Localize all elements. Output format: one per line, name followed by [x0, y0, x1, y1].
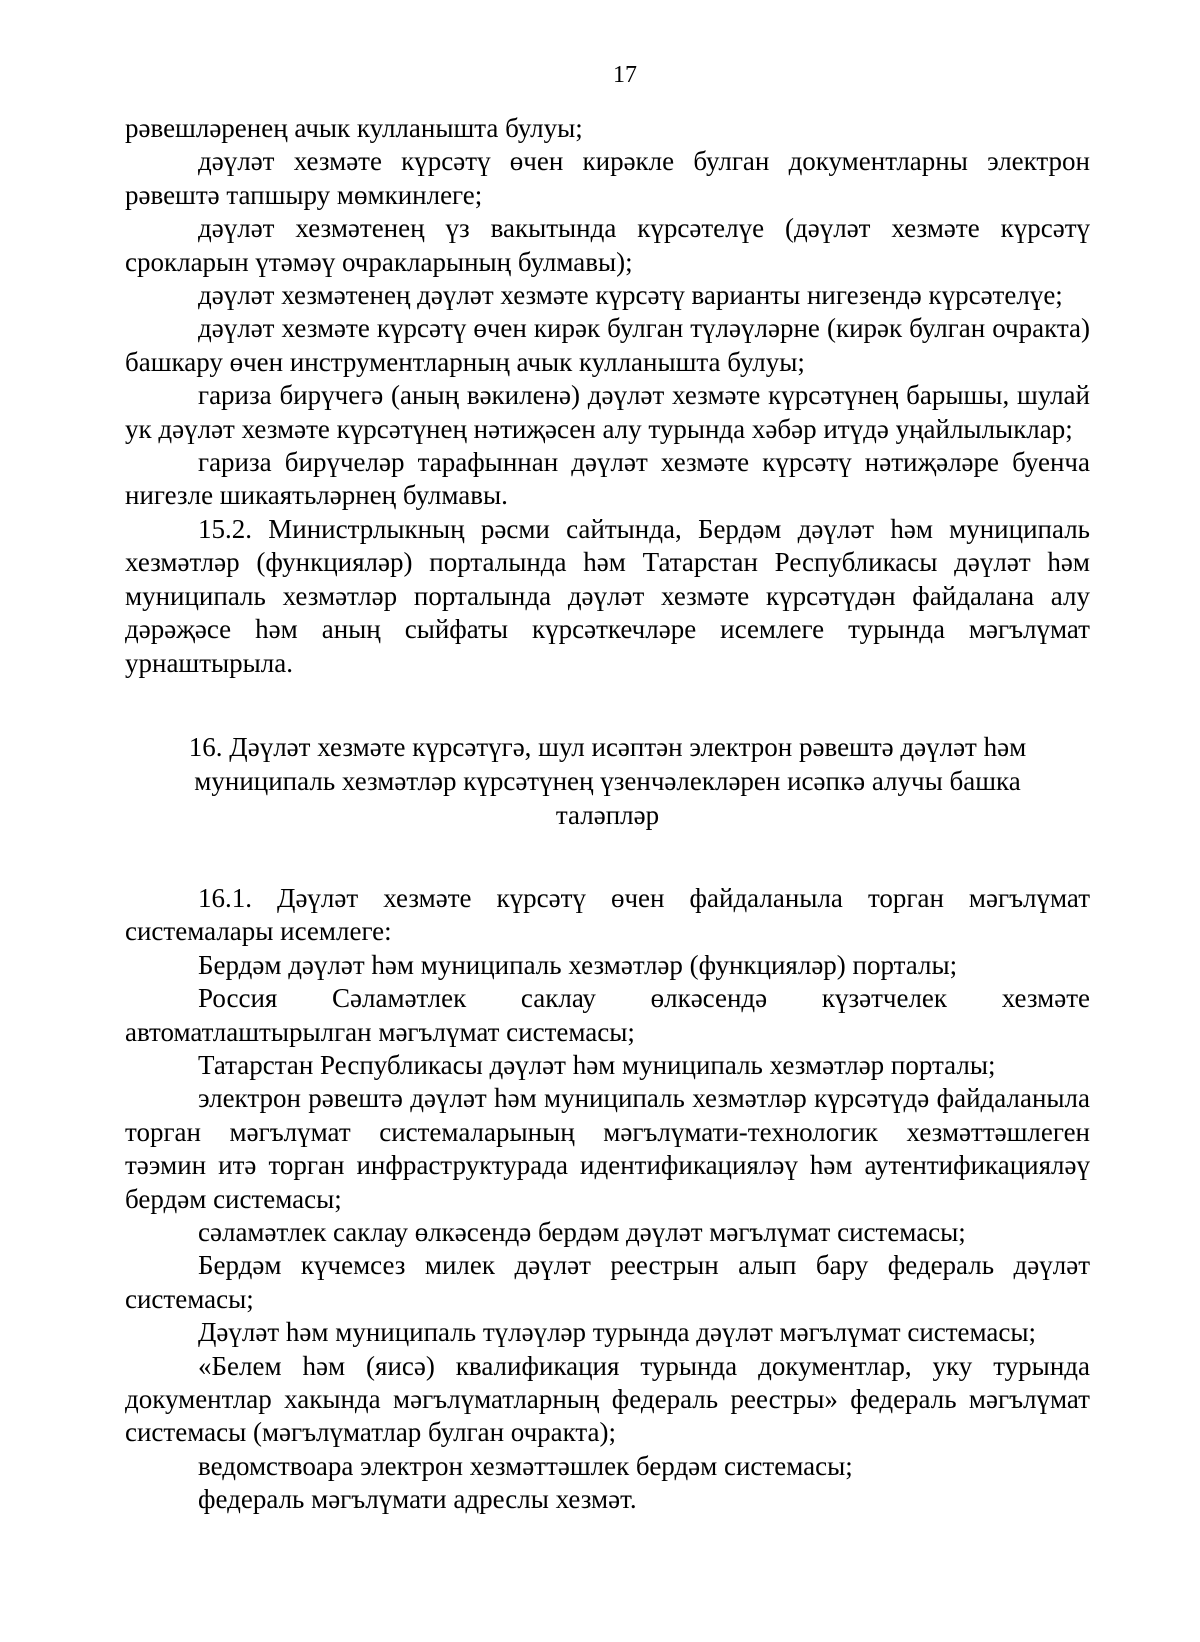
paragraph: «Белем һәм (яисә) квалификация турында документлар, уку турында документлар хакында мәгълүматларның федераль реестры» федераль мәгълүмат системасы (мәгълүматлар булган очракта);: [125, 1350, 1090, 1448]
paragraph: дәүләт хезмәтенең үз вакытында күрсәтелүе (дәүләт хезмәте күрсәтү срокларын үтәмәү очракларының булмавы);: [125, 213, 1090, 277]
body-text-top: [125, 112, 1090, 680]
paragraph: дәүләт хезмәтенең дәүләт хезмәте күрсәтү варианты нигезендә күрсәтелүе;: [198, 280, 1063, 311]
section-heading: 16. Дәүләт хезмәте күрсәтүгә, шул исәптән электрон рәвештә дәүләт һәм муниципаль хезмәтләр күрсәтүнең үзенчәлекләрен исәпкә алучы башка таләпләр: [188, 731, 1027, 830]
paragraph: 15.2. Министрлыкның рәсми сайтында, Бердәм дәүләт һәм муниципаль хезмәтләр (функцияләр) порталында һәм Татарстан Республикасы дәүләт һәм муниципаль хезмәтләр порталында дәүләт хезмәте күрсәтүдән файдалана алу дәрәҗәсе һәм аның сыйфаты күрсәткечләре исемлеге турында мәгълүмат урнаштырыла.: [125, 513, 1090, 678]
paragraph: электрон рәвештә дәүләт һәм муниципаль хезмәтләр күрсәтүдә файдаланыла торган мәгълүмат системаларының мәгълүмати-технологик хезмәттәшлеген тәэмин итә торган инфраструктурада идентификацияләү һәм аутентификацияләү бердәм системасы;: [125, 1083, 1090, 1214]
paragraph: Бердәм дәүләт һәм муниципаль хезмәтләр (функцияләр) порталы;: [198, 949, 958, 980]
paragraph: Россия Сәламәтлек саклау өлкәсендә күзәтчелек хезмәте автоматлаштырылган мәгълүмат системасы;: [125, 983, 1090, 1047]
paragraph: ведомствоара электрон хезмәттәшлек бердәм системасы;: [198, 1450, 853, 1481]
paragraph: Татарстан Республикасы дәүләт һәм муниципаль хезмәтләр порталы;: [198, 1049, 996, 1080]
paragraph: Дәүләт һәм муниципаль түләүләр турында дәүләт мәгълүмат системасы;: [198, 1317, 1037, 1348]
paragraph: рәвешләренең ачык кулланышта булуы;: [125, 113, 583, 143]
paragraph: сәламәтлек саклау өлкәсендә бердәм дәүләт мәгълүмат системасы;: [198, 1216, 966, 1247]
paragraph: гариза бирүчегә (аның вәкиленә) дәүләт хезмәте күрсәтүнең барышы, шулай ук дәүләт хезмәте күрсәтүнең нәтиҗәсен алу турында хәбәр итүдә уңайлылыклар;: [125, 380, 1090, 444]
paragraph: федераль мәгълүмати адреслы хезмәт.: [198, 1484, 637, 1515]
page-number: 17: [613, 62, 637, 88]
paragraph: 16.1. Дәүләт хезмәте күрсәтү өчен файдаланыла торган мәгълүмат системалары исемлеге:: [125, 882, 1090, 947]
paragraph: дәүләт хезмәте күрсәтү өчен кирәкле булган документларны электрон рәвештә тапшыру мөмкинлеге;: [125, 146, 1090, 210]
paragraph: дәүләт хезмәте күрсәтү өчен кирәк булган түләүләрне (кирәк булган очракта) башкару өчен инструментларның ачык кулланышта булуы;: [125, 313, 1090, 377]
paragraph: Бердәм күчемсез милек дәүләт реестрын алып бару федераль дәүләт системасы;: [125, 1250, 1090, 1314]
paragraph: гариза бирүчеләр тарафыннан дәүләт хезмәте күрсәтү нәтиҗәләре буенча нигезле шикаятьләрнең булмавы.: [125, 447, 1090, 511]
body-text-bottom: [125, 882, 1090, 1517]
